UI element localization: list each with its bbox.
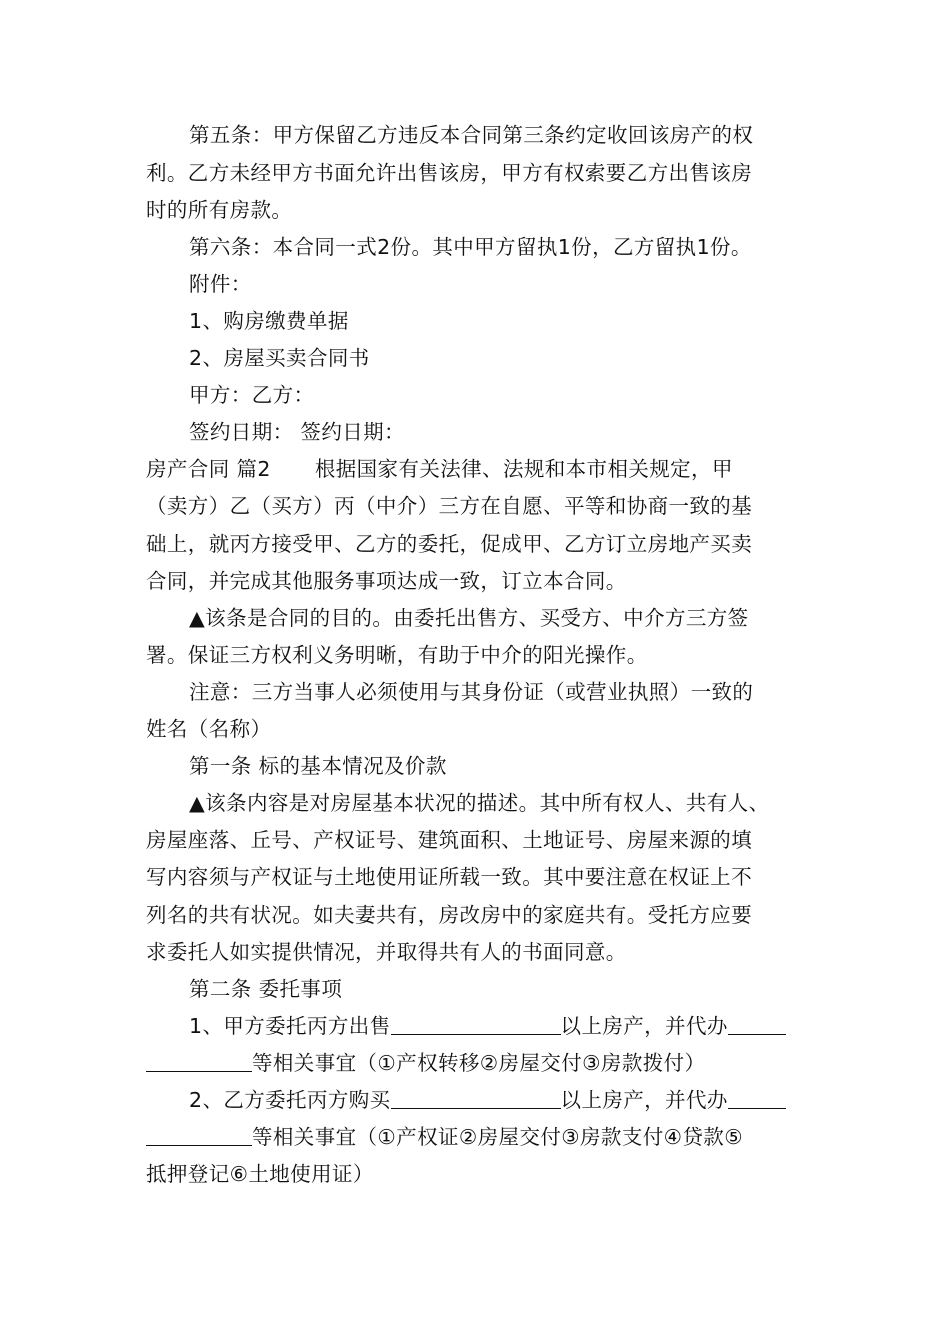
item2-line1 xyxy=(189,1087,786,1113)
contract2-intro-line3: 础上，就丙方接受甲、乙方的委托，促成甲、乙方订立房地产买卖 xyxy=(146,532,753,556)
item1-text-a: 1、甲方委托丙方出售 xyxy=(189,1014,391,1038)
contract2-first-line xyxy=(146,456,733,482)
attachment-item: 1、购房缴费单据 xyxy=(189,309,349,333)
article1-note-line5: 求委托人如实提供情况，并取得共有人的书面同意。 xyxy=(146,940,627,964)
contract2-intro-line4: 合同，并完成其他服务事项达成一致，订立本合同。 xyxy=(146,569,627,593)
article1-note-line1: ▲该条内容是对房屋基本状况的描述。其中所有权人、共有人、 xyxy=(189,791,770,815)
article6: 第六条：本合同一式2份。其中甲方留执1份，乙方留执1份。 xyxy=(189,235,752,259)
attachment-item: 2、房屋买卖合同书 xyxy=(189,346,370,370)
purpose-note-line1: ▲该条是合同的目的。由委托出售方、买受方、中介方三方签 xyxy=(189,606,749,630)
item1-text-b: 以上房产，并代办 xyxy=(560,1014,728,1038)
article1-note-line4: 列名的共有状况。如夫妻共有，房改房中的家庭共有。受托方应要 xyxy=(146,903,753,927)
caution-line1: 注意：三方当事人必须使用与其身份证（或营业执照）一致的 xyxy=(189,680,754,704)
blank-field xyxy=(391,1014,561,1035)
item1-line1 xyxy=(189,1013,786,1039)
item2-line2 xyxy=(146,1124,743,1150)
blank-field xyxy=(391,1088,561,1109)
attachments-heading: 附件： xyxy=(189,272,252,296)
item1-text-c: 等相关事宜（①产权转移②房屋交付③房款拨付） xyxy=(252,1051,706,1075)
contract2-intro-line2: （卖方）乙（买方）丙（中介）三方在自愿、平等和协商一致的基 xyxy=(146,494,753,518)
article1-note-line3: 写内容须与产权证与土地使用证所载一致。其中要注意在权证上不 xyxy=(146,865,753,889)
blank-field xyxy=(146,1051,252,1072)
article1-title: 第一条 标的基本情况及价款 xyxy=(189,754,447,778)
blank-field xyxy=(146,1125,252,1146)
contract2-intro-line1: 根据国家有关法律、法规和本市相关规定，甲 xyxy=(314,457,733,481)
signature-parties: 甲方：乙方： xyxy=(189,383,315,407)
item2-line3: 抵押登记⑥土地使用证） xyxy=(146,1162,374,1186)
article5-line3: 时的所有房款。 xyxy=(146,198,293,222)
article5-line1: 第五条：甲方保留乙方违反本合同第三条约定收回该房产的权 xyxy=(189,123,754,147)
item2-text-a: 2、乙方委托丙方购买 xyxy=(189,1088,391,1112)
article5-line2: 利。乙方未经甲方书面允许出售该房，甲方有权索要乙方出售该房 xyxy=(146,161,753,185)
article1-note-line2: 房屋座落、丘号、产权证号、建筑面积、土地证号、房屋来源的填 xyxy=(146,828,753,852)
item2-text-b: 以上房产，并代办 xyxy=(560,1088,728,1112)
blank-field xyxy=(728,1088,786,1109)
purpose-note-line2: 署。保证三方权利义务明晰，有助于中介的阳光操作。 xyxy=(146,643,648,667)
item2-text-c: 等相关事宜（①产权证②房屋交付③房款支付④贷款⑤ xyxy=(252,1125,743,1149)
signature-dates: 签约日期： 签约日期： xyxy=(189,420,405,444)
blank-field xyxy=(728,1014,786,1035)
article2-title: 第二条 委托事项 xyxy=(189,977,343,1001)
item1-line2 xyxy=(146,1050,705,1076)
contract2-title: 房产合同 篇2 xyxy=(146,457,271,481)
caution-line2: 姓名（名称） xyxy=(146,717,272,741)
